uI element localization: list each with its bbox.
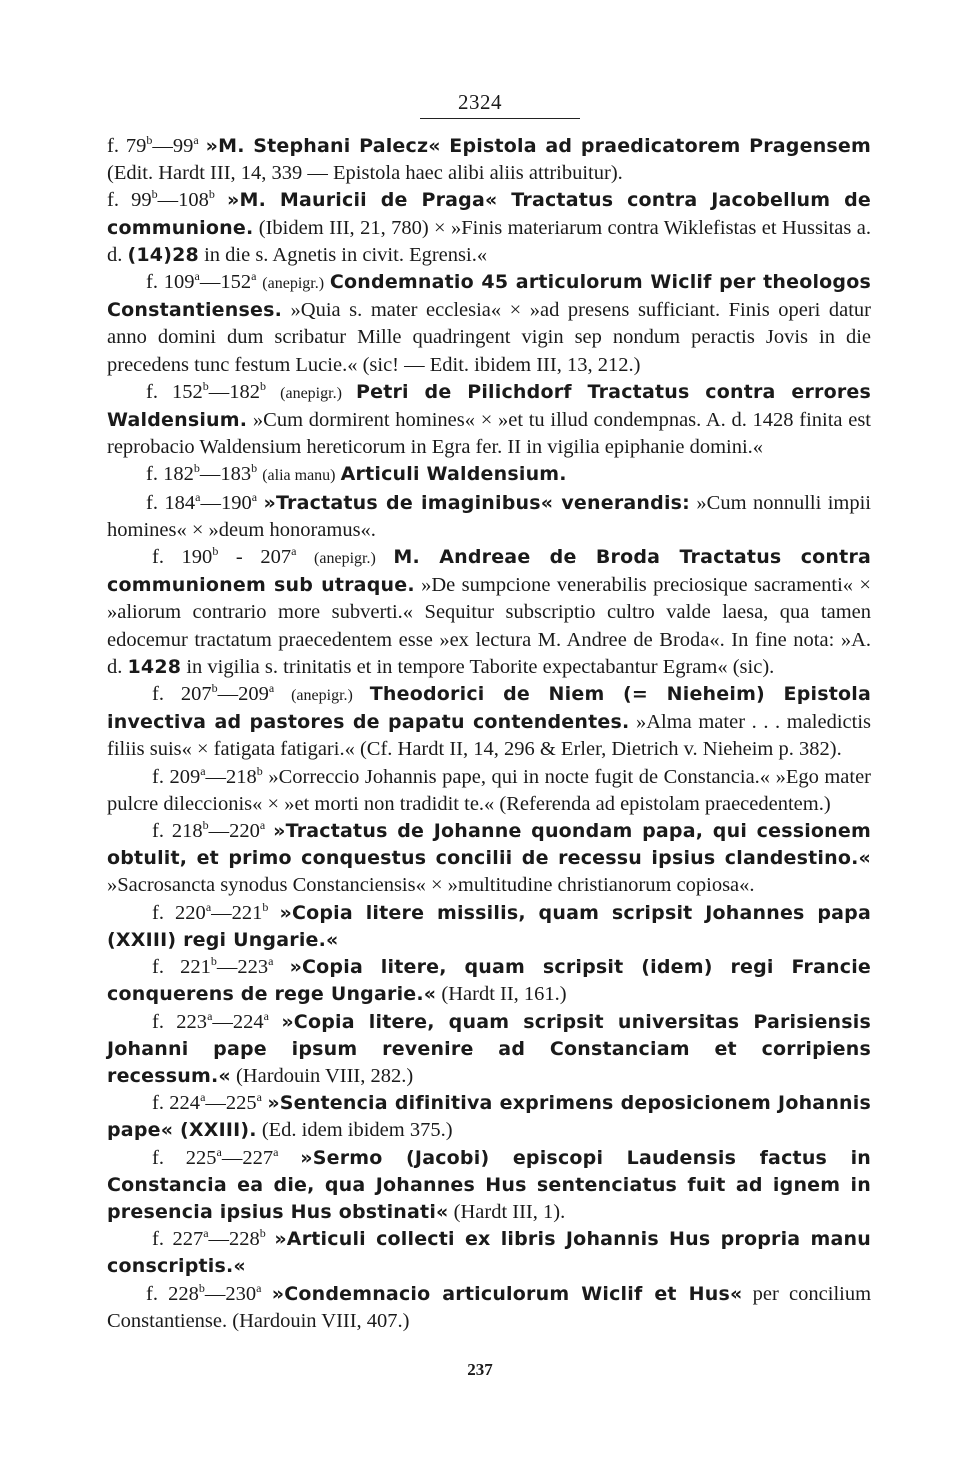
entry-title: »M. Mauricii de Praga« Tractatus contra Jacobellum de communione. bbox=[107, 189, 872, 239]
folio-sup: b bbox=[251, 461, 258, 476]
folio-ref: f. 99 bbox=[107, 189, 152, 212]
entry-title: Petri de Pilichdorf Tractatus contra errores Waldensium. bbox=[107, 380, 871, 432]
folio-ref: —190 bbox=[200, 491, 252, 514]
entry-note: (anepigr.) bbox=[280, 384, 342, 402]
entry bbox=[107, 490, 871, 544]
entry bbox=[107, 954, 871, 1008]
entry-text: »Alma mater . . . maledictis filiis suis« × fatigata fatigari.« (Cf. Hardt II, 14, 296 & Erler, Dietrich v. Nieheim p. 382). bbox=[107, 711, 871, 761]
folio-sup: a bbox=[251, 489, 258, 504]
folio-sup: a bbox=[216, 1144, 222, 1159]
entry-text: »Correccio Johannis pape, qui in nocte fugit de Constancia.« »Ego mater pulcre dileccionis« × »et morti non tradidit te.« (Referenda ad epistolam praecedentem.) bbox=[107, 765, 872, 815]
folio-number: 237 bbox=[467, 1360, 493, 1379]
entry-text: »Cum nonnulli impii homines« × »deum honoramus«. bbox=[107, 491, 872, 541]
folio-ref: f. 152 bbox=[146, 380, 203, 403]
entry-note: (anepigr.) bbox=[262, 275, 325, 293]
entry-title: Condemnatio 45 articulorum Wiclif per theologos Constantienses. bbox=[107, 271, 871, 322]
folio-sup: a bbox=[263, 1008, 269, 1023]
folio-sup: a bbox=[193, 133, 199, 148]
entry-text: per concilium Constantiense. (Hardouin VIII, 407.) bbox=[107, 1282, 872, 1332]
entry-note: (anepigr.) bbox=[291, 687, 353, 705]
folio-ref: —223 bbox=[216, 956, 269, 979]
folio-sup: b bbox=[198, 1280, 205, 1295]
entry-title: M. Andreae de Broda Tractatus contra communionem sub utraque. bbox=[107, 546, 872, 597]
folio-sup: b bbox=[151, 187, 158, 202]
folio-ref: —209 bbox=[217, 683, 269, 706]
folio-ref: —99 bbox=[152, 135, 194, 157]
folio-ref: —221 bbox=[211, 901, 263, 924]
folio-ref: —230 bbox=[204, 1282, 257, 1305]
entry-title: »Sermo (Jacobi) episcopi Laudensis factus in Constancia ea die, qua Johannes Hus sentenciatus fuit ad ignem in presencia ipsius Hus obstinati« bbox=[107, 1146, 872, 1223]
entry bbox=[107, 187, 871, 269]
folio-sup: a bbox=[203, 1226, 209, 1241]
folio-sup: a bbox=[205, 899, 212, 914]
folio-sup: a bbox=[256, 1090, 262, 1105]
folio-ref: —182 bbox=[208, 380, 261, 403]
entry-title: »Tractatus de Johanne quondam papa, qui cessionem obtulit, et primo conquestus concilii de recessu ipsius clandestino.« bbox=[107, 820, 871, 870]
entry-title: Theodorici de Niem (= Nieheim) Epistola invectiva ad pastores de papatu contendentes. bbox=[107, 683, 872, 734]
folio-sup: b bbox=[260, 379, 267, 393]
entry-title: »Copia litere missilis, quam scripsit Johannes papa (XXIII) regi Ungarie.« bbox=[107, 901, 872, 951]
folio-ref: —227 bbox=[221, 1146, 274, 1169]
folio-ref: f. 227 bbox=[152, 1228, 204, 1251]
folio-sup: a bbox=[268, 681, 275, 696]
entry-title: »Condemnacio articulorum Wiclif et Hus« bbox=[271, 1282, 743, 1305]
folio-sup: b bbox=[208, 187, 215, 202]
entry bbox=[107, 269, 871, 379]
entry-bold-date: (14)28 bbox=[127, 243, 199, 266]
entry bbox=[107, 681, 871, 764]
entry bbox=[107, 764, 871, 818]
header-rule bbox=[420, 118, 580, 119]
folio-ref: —220 bbox=[208, 820, 260, 843]
folio-sup: a bbox=[268, 954, 274, 969]
folio-sup: b bbox=[146, 133, 153, 148]
folio-ref: —183 bbox=[199, 463, 252, 486]
folio-ref: —108 bbox=[157, 189, 209, 212]
folio-ref: —225 bbox=[205, 1092, 257, 1115]
folio-ref: —228 bbox=[208, 1228, 260, 1251]
entry-text: (Edit. Hardt III, 14, 339 — Epistola haec alibi aliis attribuitur). bbox=[107, 162, 623, 185]
entry-text: »Quia s. mater ecclesia« × »ad presens sufficiant. Finis operi datur anno domini dum scribatur Mille quadringent vigin sep nondum peractis Jovis in die precedens tunc festum Lucie.« (sic! — Edit. ibidem III, 13, 212.) bbox=[107, 299, 871, 376]
folio-sup: a bbox=[273, 1144, 279, 1159]
folio-sup: b bbox=[212, 544, 219, 559]
entry bbox=[107, 1009, 871, 1091]
entry bbox=[107, 818, 871, 900]
folio-ref: f. 209 bbox=[152, 765, 201, 788]
page-number: 2324 bbox=[458, 90, 502, 114]
entry-title: »Sentencia difinitiva exprimens deposicionem Johannis pape« (XXIII). bbox=[107, 1092, 872, 1142]
folio-sup: a bbox=[207, 1008, 213, 1023]
entry-note: (anepigr.) bbox=[314, 550, 376, 568]
entry-title: »Copia litere, quam scripsit universitas Parisiensis Johanni pape ipsum revenire ad Constanciam et corripiens recessum.« bbox=[107, 1010, 872, 1087]
folio-ref: f. 224 bbox=[152, 1092, 201, 1115]
folio-sup: b bbox=[211, 681, 218, 696]
entry bbox=[107, 461, 871, 489]
folio-sup: a bbox=[259, 818, 266, 833]
folio-ref: —218 bbox=[205, 765, 257, 788]
catalog-body bbox=[107, 133, 871, 1335]
folio-sup: a bbox=[194, 269, 200, 284]
entry-note: (alia manu) bbox=[262, 467, 336, 485]
folio-sup: b bbox=[193, 461, 200, 476]
folio-sup: a bbox=[200, 1090, 206, 1105]
folio-sup: a bbox=[251, 269, 257, 284]
entry bbox=[107, 379, 871, 462]
folio-sup: a bbox=[195, 489, 201, 504]
folio-ref: f. 79 bbox=[107, 135, 147, 157]
entry-bold-date: 1428 bbox=[127, 655, 182, 678]
entry-title: Articuli Waldensium. bbox=[340, 463, 567, 486]
entry-title: »Copia litere, quam scripsit (idem) regi Francie conquerens de rege Ungarie.« bbox=[107, 956, 871, 1006]
entry bbox=[107, 133, 871, 187]
folio-ref: f. 184 bbox=[146, 491, 196, 514]
entry bbox=[107, 544, 871, 681]
folio-ref: f. 228 bbox=[146, 1282, 199, 1305]
folio-ref: f. 225 bbox=[152, 1146, 217, 1169]
folio-ref: f. 218 bbox=[152, 820, 203, 843]
entry-title: »Tractatus de imaginibus« venerandis: bbox=[263, 491, 690, 514]
folio-sup: b bbox=[256, 763, 263, 778]
entry bbox=[107, 1090, 871, 1144]
folio-sup: b bbox=[262, 899, 269, 914]
folio-sup: a bbox=[291, 544, 297, 559]
folio-sup: b bbox=[202, 818, 209, 833]
entry bbox=[107, 900, 871, 954]
folio-ref: - 207 bbox=[218, 546, 292, 569]
entry-text: (Hardouin VIII, 282.) bbox=[235, 1064, 414, 1087]
entry-text: »Sacrosancta synodus Constanciensis« × »multitudine christianorum copiosa«. bbox=[107, 874, 755, 897]
entry-text: (Hardt II, 161.) bbox=[441, 983, 567, 1006]
folio-sup: b bbox=[210, 954, 217, 969]
entry-text: in die s. Agnetis in civit. Egrensi.« bbox=[204, 243, 488, 266]
entry-text: (Hardt III, 1). bbox=[453, 1200, 566, 1223]
folio-sup: a bbox=[200, 763, 206, 778]
folio-ref: f. 182 bbox=[146, 463, 194, 486]
entry bbox=[107, 1281, 871, 1335]
folio-ref: f. 223 bbox=[152, 1010, 208, 1033]
folio-sup: b bbox=[202, 379, 209, 393]
entry-title: »Articuli collecti ex libris Johannis Hus propria manu conscriptis.« bbox=[107, 1228, 871, 1278]
entry-text: in vigilia s. trinitatis et in tempore Taborite expectabantur Egram« (sic). bbox=[186, 655, 775, 678]
folio-ref: f. 190 bbox=[152, 546, 213, 569]
folio-ref: f. 109 bbox=[146, 271, 195, 294]
entry-title: »M. Stephani Palecz« Epistola ad praedicatorem Pragensem bbox=[205, 135, 872, 157]
entry-text: »Cum dormirent homines« × »et tu illud condempnas. A. d. 1428 finita est reprobacio Waldensium hereticorum in Egra fer. II in vigilia epiphanie domini.« bbox=[107, 409, 872, 459]
folio-sup: b bbox=[259, 1226, 266, 1241]
entry-text: »De sumpcione venerabilis preciosique sacramenti« × »aliorum contrario more subverti.« Sequitur subscriptio cultro valde laesa, qua tamen edocemur tractatum praecedentem esse »ex lectura M. Andree de Broda«. In fine nota: »A. d. bbox=[107, 574, 871, 678]
folio-sup: a bbox=[256, 1280, 262, 1295]
entry-text: (Ibidem III, 21, 780) × »Finis materiarum contra Wiklefistas et Hussitas a. d. bbox=[107, 216, 872, 266]
entry bbox=[107, 1145, 871, 1227]
entry-text: (Ed. idem ibidem 375.) bbox=[261, 1119, 453, 1142]
folio-ref: —152 bbox=[199, 271, 252, 294]
entry bbox=[107, 1226, 871, 1280]
folio-ref: f. 220 bbox=[152, 901, 206, 924]
folio-ref: f. 221 bbox=[152, 956, 211, 979]
folio-ref: f. 207 bbox=[152, 683, 212, 706]
folio-ref: —224 bbox=[212, 1010, 264, 1033]
